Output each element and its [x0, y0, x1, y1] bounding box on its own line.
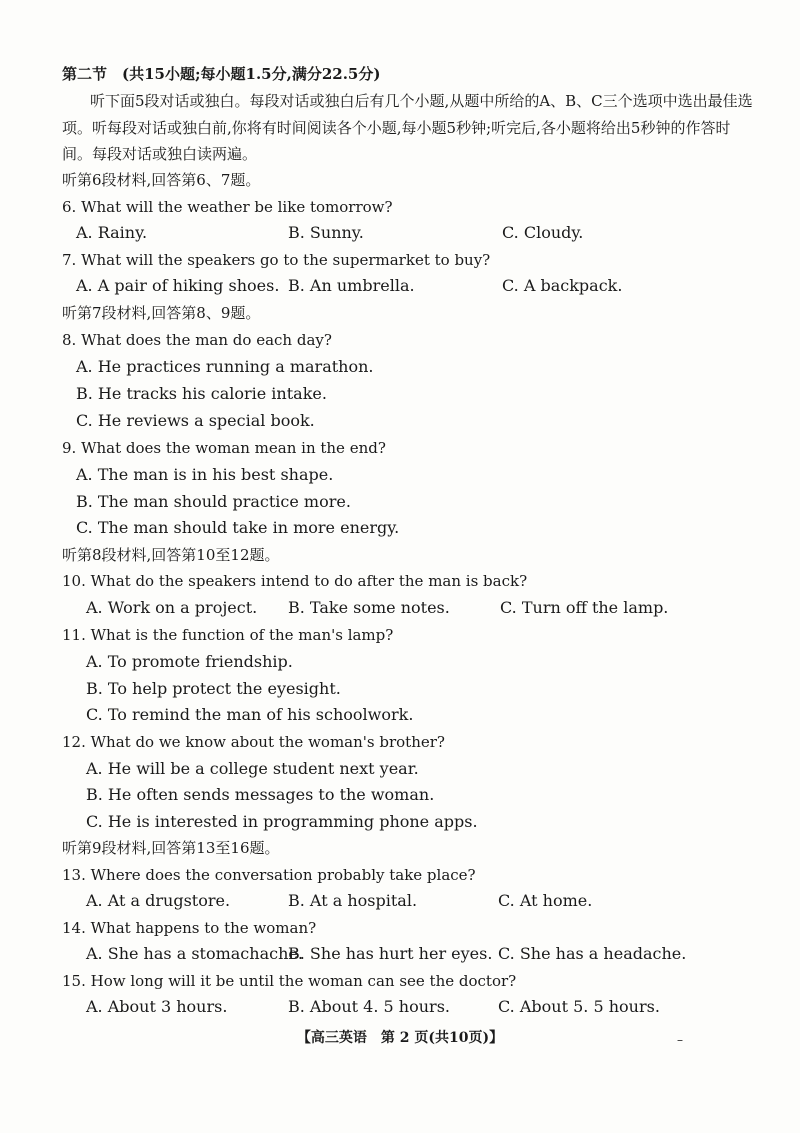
question-13-option-c: C. At home.: [498, 891, 593, 910]
question-13-option-a: A. At a drugstore.: [86, 891, 231, 910]
question-12-option-c: C. He is interested in programming phone apps.: [86, 812, 478, 831]
question-12-option-a: A. He will be a college student next year.: [86, 759, 419, 778]
question-7-stem: 7. What will the speakers go to the supermarket to buy?: [62, 251, 491, 269]
question-14-option-c: C. She has a headache.: [498, 944, 687, 963]
question-15-stem: 15. How long will it be until the woman can see the doctor?: [62, 972, 517, 990]
question-14-option-b: B. She has hurt her eyes.: [288, 944, 493, 963]
question-9-option-a: A. The man is in his best shape.: [76, 465, 334, 484]
question-8-stem: 8. What does the man do each day?: [62, 331, 332, 349]
corner-mark: –: [677, 1033, 683, 1047]
question-8-option-a: A. He practices running a marathon.: [76, 357, 374, 376]
question-13-stem: 13. Where does the conversation probably take place?: [62, 866, 476, 884]
question-10-option-c: C. Turn off the lamp.: [500, 598, 669, 617]
question-6-stem: 6. What will the weather be like tomorrow?: [62, 198, 393, 216]
group-heading-7: 听第7段材料,回答第8、9题。: [62, 304, 261, 322]
question-6-option-a: A. Rainy.: [76, 223, 148, 242]
question-6-option-c: C. Cloudy.: [502, 223, 584, 242]
question-12-stem: 12. What do we know about the woman's brother?: [62, 733, 445, 751]
question-11-stem: 11. What is the function of the man's lamp?: [62, 626, 394, 644]
question-11-option-a: A. To promote friendship.: [86, 652, 293, 671]
question-9-option-c: C. The man should take in more energy.: [76, 518, 400, 537]
question-15-option-c: C. About 5. 5 hours.: [498, 997, 660, 1016]
question-10-option-b: B. Take some notes.: [288, 598, 450, 617]
question-9-option-b: B. The man should practice more.: [76, 492, 351, 511]
group-heading-8: 听第8段材料,回答第10至12题。: [62, 546, 280, 564]
question-7-option-b: B. An umbrella.: [288, 276, 415, 295]
question-8-option-c: C. He reviews a special book.: [76, 411, 315, 430]
question-11-option-c: C. To remind the man of his schoolwork.: [86, 705, 414, 724]
question-7-option-c: C. A backpack.: [502, 276, 623, 295]
question-15-option-a: A. About 3 hours.: [86, 997, 228, 1016]
question-15-option-b: B. About 4. 5 hours.: [288, 997, 450, 1016]
group-heading-6: 听第6段材料,回答第6、7题。: [62, 171, 261, 189]
group-heading-9: 听第9段材料,回答第13至16题。: [62, 839, 280, 857]
question-14-stem: 14. What happens to the woman?: [62, 919, 317, 937]
question-10-stem: 10. What do the speakers intend to do after the man is back?: [62, 572, 528, 590]
question-6-option-b: B. Sunny.: [288, 223, 364, 242]
question-10-option-a: A. Work on a project.: [86, 598, 258, 617]
section-instructions: 听下面5段对话或独白。每段对话或独白后有几个小题,从题中所给的A、B、C三个选项中选出最佳选项。听每段对话或独白前,你将有时间阅读各个小题,每小题5秒钟;听完后,各小题将给出5秒钟的作答时间。每段对话或独白读两遍。: [62, 92, 753, 163]
question-11-option-b: B. To help protect the eyesight.: [86, 679, 341, 698]
question-7-option-a: A. A pair of hiking shoes.: [76, 276, 280, 295]
question-12-option-b: B. He often sends messages to the woman.: [86, 785, 435, 804]
page-footer: 【高三英语 第 2 页(共10页)】: [296, 1030, 504, 1046]
question-8-option-b: B. He tracks his calorie intake.: [76, 384, 327, 403]
question-13-option-b: B. At a hospital.: [288, 891, 418, 910]
question-14-option-a: A. She has a stomachache.: [86, 944, 303, 963]
section-title: 第二节 (共15小题;每小题1.5分,满分22.5分): [62, 65, 381, 83]
question-9-stem: 9. What does the woman mean in the end?: [62, 439, 386, 457]
